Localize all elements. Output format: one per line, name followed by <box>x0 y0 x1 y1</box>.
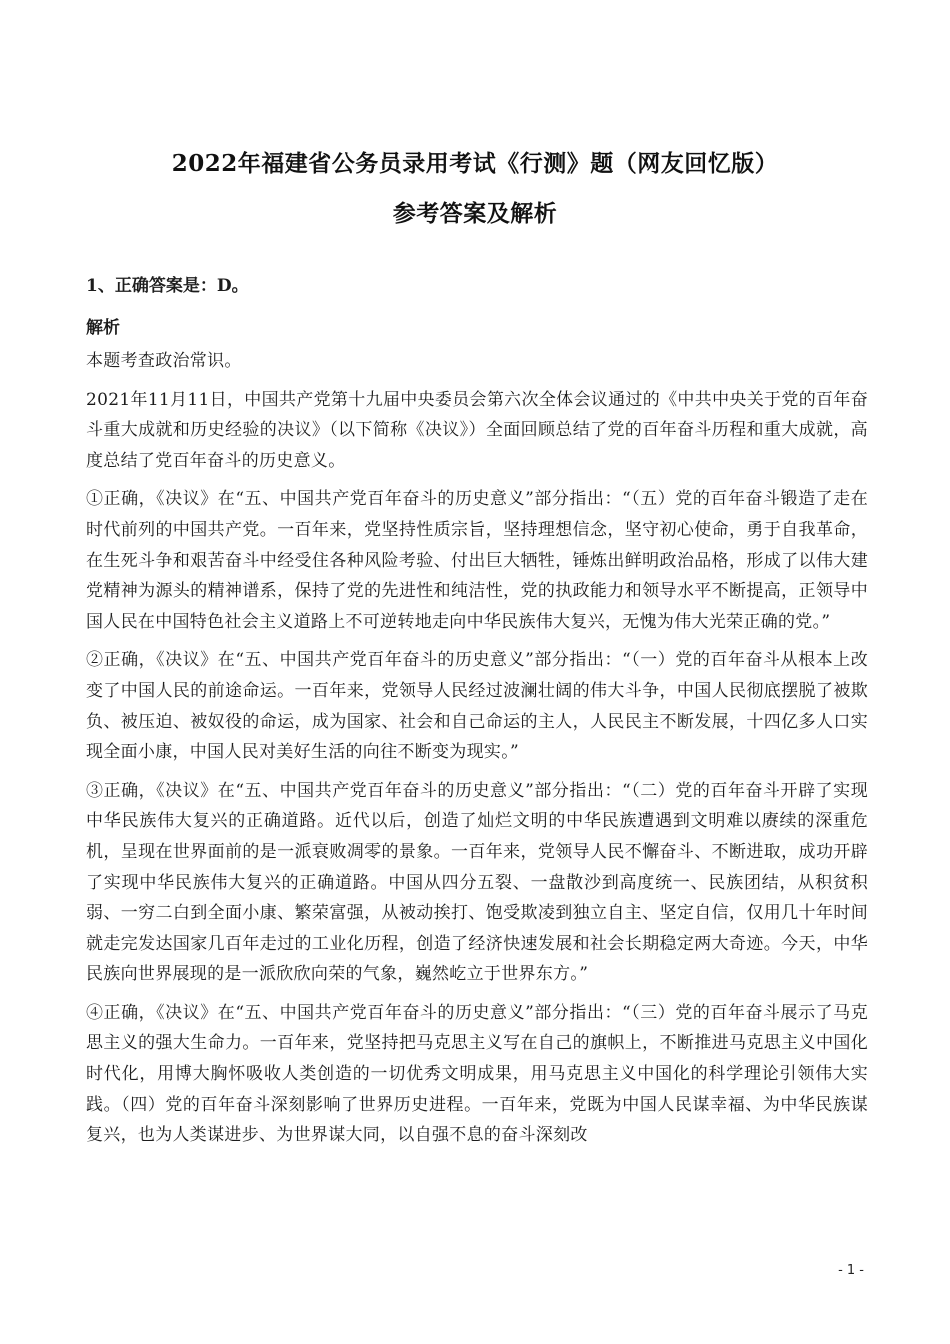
body-paragraph: ①正确，《决议》在“五、中国共产党百年奋斗的历史意义”部分指出：“（五）党的百年奋斗锻造了走在时代前列的中国共产党。一百年来，党坚持性质宗旨，坚持理想信念，坚守初心使命，勇于自我革命，在生死斗争和艰苦奋斗中经受住各种风险考验、付出巨大牺牲，锤炼出鲜明政治品格，形成了以伟大建党精神为源头的精神谱系，保持了党的先进性和纯洁性，党的执政能力和领导水平不断提高，正领导中国人民在中国特色社会主义道路上不可逆转地走向中华民族伟大复兴，无愧为伟大光荣正确的党。” <box>86 489 868 632</box>
body-paragraph: ②正确，《决议》在“五、中国共产党百年奋斗的历史意义”部分指出：“（一）党的百年奋斗从根本上改变了中国人民的前途命运。一百年来，党领导人民经过波澜壮阔的伟大斗争，中国人民彻底摆脱了被欺负、被压迫、被奴役的命运，成为国家、社会和自己命运的主人，人民民主不断发展，十四亿多人口实现全面小康，中国人民对美好生活的向往不断变为现实。” <box>86 650 868 763</box>
page-number: - 1 - <box>838 1263 864 1278</box>
answer-line: 1、正确答案是：D。 <box>86 276 249 296</box>
document-body <box>86 270 868 1151</box>
body-paragraph: 2021年11月11日，中国共产党第十九届中央委员会第六次全体会议通过的《中共中央关于党的百年奋斗重大成就和历史经验的决议》（以下简称《决议》）全面回顾总结了党的百年奋斗历程和重大成就，高度总结了党百年奋斗的历史意义。 <box>86 389 868 471</box>
body-paragraph: ④正确，《决议》在“五、中国共产党百年奋斗的历史意义”部分指出：“（三）党的百年奋斗展示了马克思主义的强大生命力。一百年来，党坚持把马克思主义写在自己的旗帜上，不断推进马克思主义中国化时代化，用博大胸怀吸收人类创造的一切优秀文明成果，用马克思主义中国化的科学理论引领伟大实践。（四）党的百年奋斗深刻影响了世界历史进程。一百年来，党既为中国人民谋幸福、为中华民族谋复兴，也为人类谋进步、为世界谋大同，以自强不息的奋斗深刻改 <box>86 1002 868 1146</box>
analysis-heading: 解析 <box>86 318 120 338</box>
body-paragraph: 本题考查政治常识。 <box>86 351 242 371</box>
document-subtitle: 参考答案及解析 <box>392 200 558 227</box>
body-paragraph: ③正确，《决议》在“五、中国共产党百年奋斗的历史意义”部分指出：“（二）党的百年奋斗开辟了实现中华民族伟大复兴的正确道路。近代以后，创造了灿烂文明的中华民族遭遇到文明难以赓续的深重危机，呈现在世界面前的是一派衰败凋零的景象。一百年来，党领导人民不懈奋斗、不断进取，成功开辟了实现中华民族伟大复兴的正确道路。中国从四分五裂、一盘散沙到高度统一、民族团结，从积贫积弱、一穷二白到全面小康、繁荣富强，从被动挨打、饱受欺凌到独立自主、坚定自信，仅用几十年时间就走完发达国家几百年走过的工业化历程，创造了经济快速发展和社会长期稳定两大奇迹。今天，中华民族向世界展现的是一派欣欣向荣的气象，巍然屹立于世界东方。” <box>86 780 868 985</box>
document-title: 2022年福建省公务员录用考试《行测》题（网友回忆版） <box>171 150 779 177</box>
